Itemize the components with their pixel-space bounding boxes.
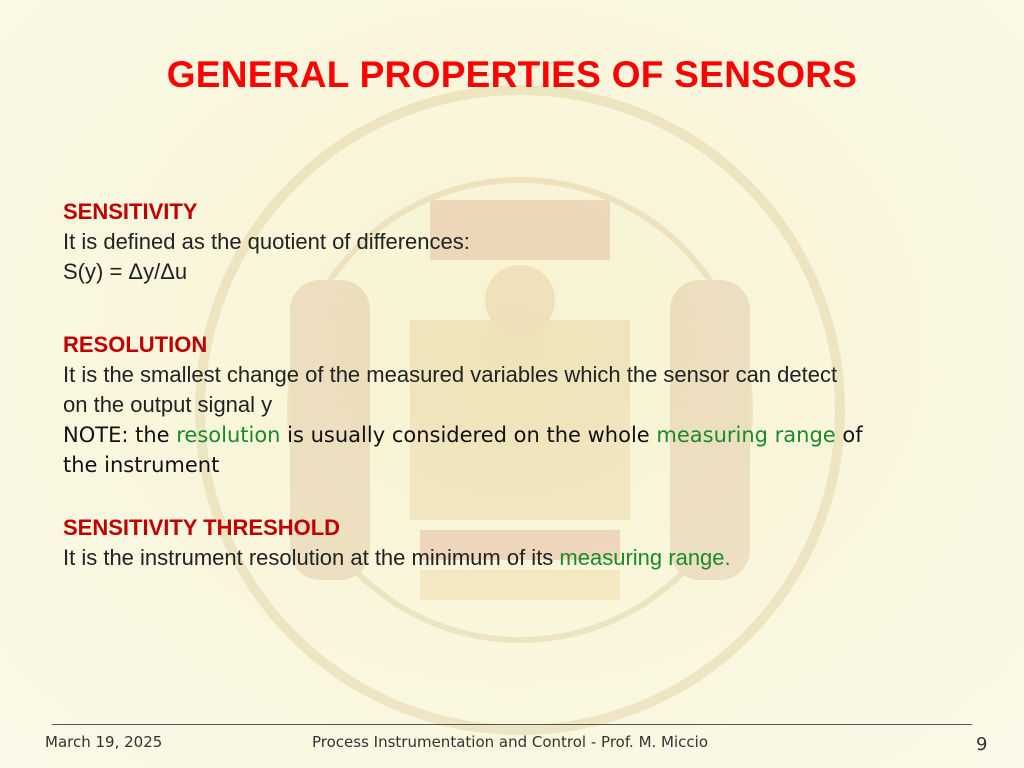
slide-title: GENERAL PROPERTIES OF SENSORS: [166, 54, 858, 95]
threshold-definition: [63, 543, 993, 573]
note-suffix: of: [835, 423, 863, 447]
footer-divider: [52, 724, 972, 725]
resolution-definition-line2: on the output signal y: [63, 392, 273, 417]
page-number: 9: [976, 734, 988, 755]
threshold-term: measuring range.: [559, 545, 731, 570]
sensitivity-heading: SENSITIVITY: [63, 199, 198, 224]
sensitivity-formula: S(y) = Δy/Δu: [63, 259, 188, 284]
footer-date: March 19, 2025: [45, 733, 163, 751]
resolution-heading: RESOLUTION: [63, 332, 208, 357]
note-prefix: NOTE: the: [63, 423, 177, 447]
threshold-text: It is the instrument resolution at the minimum of its: [63, 545, 560, 570]
resolution-note: [63, 420, 993, 450]
resolution-note-line2: the instrument: [63, 453, 220, 477]
sensitivity-definition: It is defined as the quotient of differences:: [63, 229, 470, 254]
threshold-section: [63, 513, 993, 573]
threshold-heading: SENSITIVITY THRESHOLD: [63, 515, 341, 540]
note-term-resolution: resolution: [176, 423, 281, 447]
note-term-measuring-range: measuring range: [656, 423, 836, 447]
footer-course: Process Instrumentation and Control - Prof. M. Miccio: [312, 733, 708, 751]
sensitivity-section: [63, 197, 993, 287]
resolution-section: [63, 330, 993, 480]
resolution-definition-line1: It is the smallest change of the measured variables which the sensor can detect: [63, 362, 838, 387]
note-middle: is usually considered on the whole: [280, 423, 657, 447]
